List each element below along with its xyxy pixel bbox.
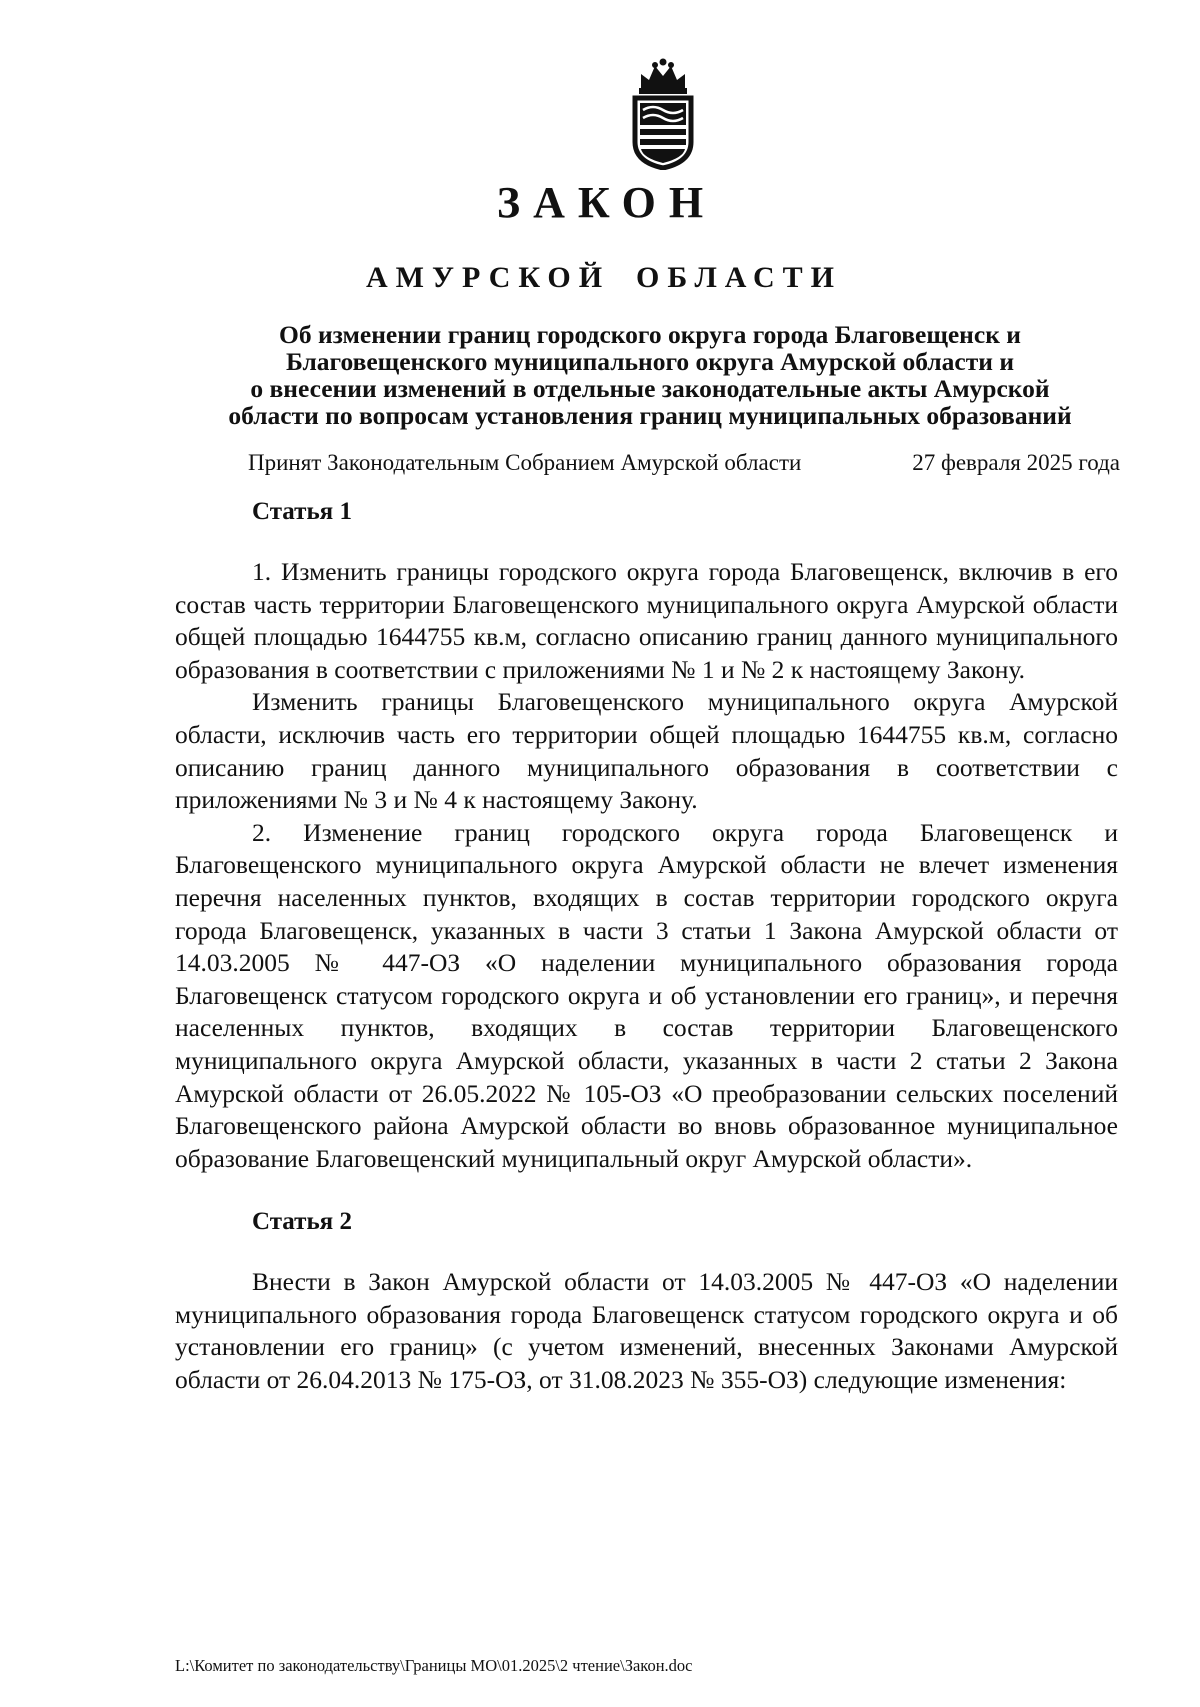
law-subject-line: Благовещенского муниципального округа Амурской области и	[285, 347, 1015, 376]
article-2-paragraph: Внести в Закон Амурской области от 14.03.2005 № 447-ОЗ «О наделении муниципального образования города Благовещенск статусом городского округа и об установлении его границ» (с учетом изменений, внесенных Законами Амурской области от 26.04.2013 № 175-ОЗ, от 31.08.2023 № 355-ОЗ) следующие изменения:	[175, 1267, 1118, 1394]
law-subject-line: области по вопросам установления границ муниципальных образований	[228, 401, 1072, 430]
article-1-paragraph: 1. Изменить границы городского округа города Благовещенск, включив в его состав часть территории Благовещенского муниципального округа Амурской области общей площадью 1644755 кв.м, согласно описанию границ данного муниципального образования в соответствии с приложениями № 1 и № 2 к настоящему Закону.	[175, 557, 1118, 684]
region-name-word-2: ОБЛАСТИ	[636, 261, 842, 294]
coat-of-arms-icon	[627, 58, 699, 170]
article-1-paragraph: 2. Изменение границ городского округа города Благовещенск и Благовещенского муниципального округа Амурской области не влечет изменения перечня населенных пунктов, входящих в состав территории городского округа города Благовещенск, указанных в части 3 статьи 1 Закона Амурской области от 14.03.2005 № 447-ОЗ «О наделении муниципального образования города Благовещенск статусом городского округа и об установлении его границ», и перечня населенных пунктов, входящих в состав территории Благовещенского муниципального округа Амурской области, указанных в части 2 статьи 2 Закона Амурской области от 26.05.2022 № 105-ОЗ «О преобразовании сельских поселений Благовещенского района Амурской области во вновь образованное муниципальное образование Благовещенский муниципальный округ Амурской области».	[175, 817, 1118, 1173]
article-1-paragraph: Изменить границы Благовещенского муниципального округа Амурской области, исключив часть его территории общей площадью 1644755 кв.м, согласно описанию границ данного муниципального образования в соответствии с приложениями № 3 и № 4 к настоящему Закону.	[175, 687, 1118, 815]
law-title: ЗАКОН	[496, 178, 717, 227]
article-2-body	[175, 1266, 1118, 1396]
adoption-date: 27 февраля 2025 года	[912, 450, 1120, 475]
region-name	[0, 258, 1200, 298]
region-name-word-1: АМУРСКОЙ	[366, 261, 611, 294]
article-2-heading: Статья 2	[252, 1208, 352, 1235]
law-subject-line: Об изменении границ городского округа города Благовещенск и	[279, 320, 1021, 349]
article-1-heading: Статья 1	[252, 498, 352, 525]
file-path-footer: L:\Комитет по законодательству\Границы МО\01.2025\2 чтение\Закон.doc	[175, 1656, 693, 1675]
article-1-body	[175, 556, 1118, 1175]
law-subject-line: о внесении изменений в отдельные законодательные акты Амурской	[250, 374, 1050, 403]
law-subject-title	[170, 321, 1130, 429]
adoption-line	[248, 448, 1120, 478]
adoption-text: Принят Законодательным Собранием Амурской области	[248, 450, 802, 475]
